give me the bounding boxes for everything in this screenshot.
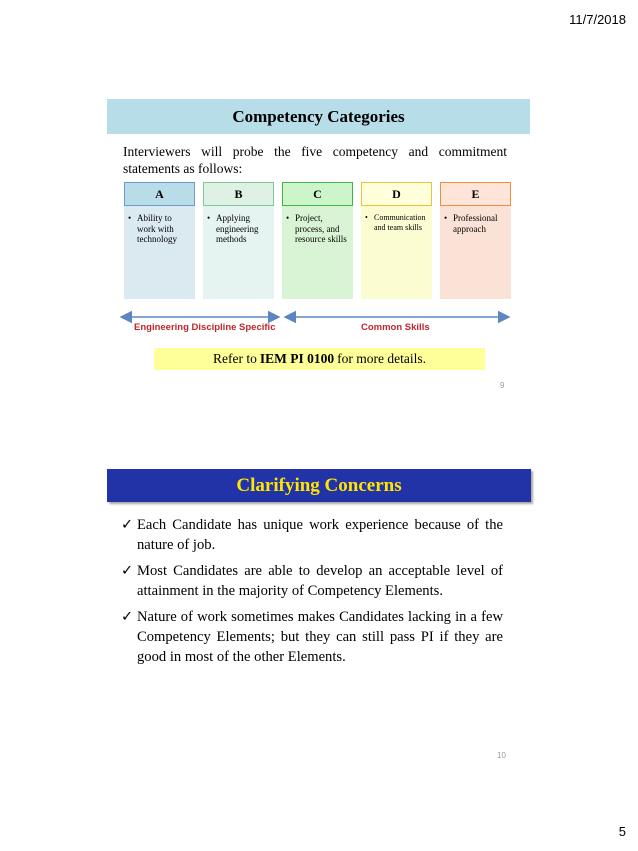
refer-suffix: for more details.: [337, 351, 426, 366]
category-body: • Project, process, and resource skills: [282, 206, 353, 299]
intro-text: Interviewers will probe the five competency and commitment statements as follows:: [123, 144, 507, 176]
date-label: 11/7/2018: [569, 12, 626, 27]
common-skills-label: Common Skills: [361, 322, 430, 333]
category-body: • Applying engineering methods: [203, 206, 274, 299]
category-letter: C: [282, 182, 353, 206]
refer-code: IEM PI 0100: [259, 351, 335, 366]
category-item: Ability to work with technology: [137, 213, 177, 244]
discipline-label: Engineering Discipline Specific: [134, 322, 276, 333]
slide-title: Clarifying Concerns: [107, 469, 531, 502]
concerns-list: [121, 515, 503, 673]
category-letter: A: [124, 182, 195, 206]
refer-note: [154, 348, 485, 370]
list-item-text: Each Candidate has unique work experience because of the nature of job.: [137, 517, 503, 553]
category-item: Applying engineering methods: [216, 213, 259, 244]
category-c: [282, 182, 353, 299]
list-item-text: Most Candidates are able to develop an acceptable level of attainment in the majority of Competency Elements.: [137, 563, 503, 599]
category-letter: B: [203, 182, 274, 206]
category-body: • Professional approach: [440, 206, 511, 299]
list-item: [121, 515, 503, 555]
checkmark-icon: ✓: [121, 563, 134, 579]
category-letter: D: [361, 182, 432, 206]
list-item: [121, 561, 503, 601]
category-d: [361, 182, 432, 299]
list-item: [121, 607, 503, 667]
slide-title: Competency Categories: [107, 99, 530, 134]
checkmark-icon: ✓: [121, 517, 134, 533]
category-letter: E: [440, 182, 511, 206]
category-item: Communication and team skills: [374, 213, 426, 232]
slide-number: 10: [497, 751, 506, 760]
list-item-text: Nature of work sometimes makes Candidates lacking in a few Competency Elements; but they can still pass PI if they are good in most of the other Elements.: [137, 609, 503, 665]
category-body: • Communication and team skills: [361, 206, 432, 299]
category-item: Professional approach: [453, 213, 498, 234]
refer-prefix: Refer to: [213, 351, 257, 366]
category-b: [203, 182, 274, 299]
category-item: Project, process, and resource skills: [295, 213, 347, 244]
slide-number: 9: [500, 381, 505, 390]
checkmark-icon: ✓: [121, 609, 134, 625]
page-number: 5: [618, 824, 626, 839]
category-body: • Ability to work with technology: [124, 206, 195, 299]
category-e: [440, 182, 511, 299]
category-a: [124, 182, 195, 299]
